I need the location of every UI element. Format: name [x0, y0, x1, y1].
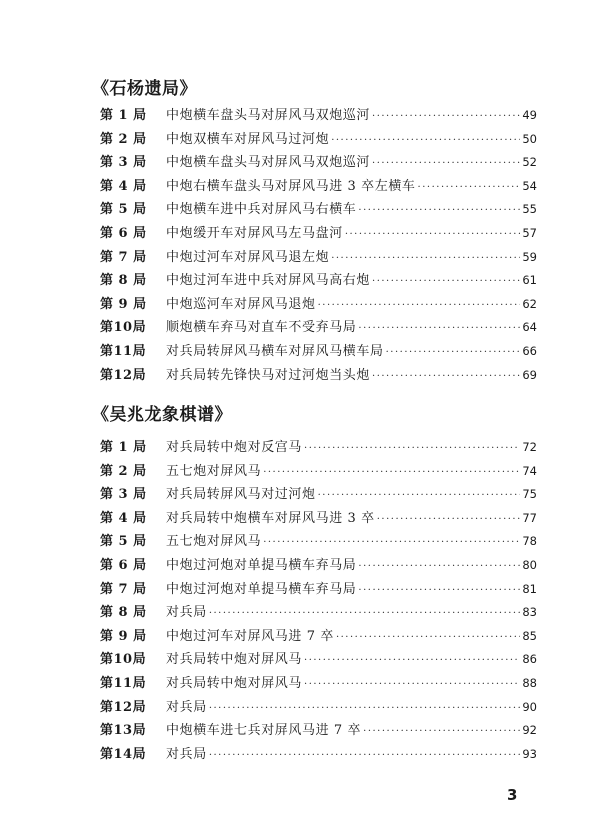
toc-entry-page: 75 — [522, 487, 537, 502]
toc-entry[interactable] — [100, 293, 537, 317]
toc-entry-page: 52 — [522, 155, 537, 170]
dot-leader — [318, 300, 521, 311]
toc-entry[interactable] — [100, 175, 537, 199]
dot-leader — [372, 276, 520, 287]
toc-entry-title: 对兵局转中炮横车对屏风马进 3 卒 — [166, 510, 375, 526]
toc-entry-page: 54 — [522, 178, 537, 193]
toc-entry-title: 对兵局转中炮对屏风马 — [166, 652, 303, 668]
toc-entry[interactable] — [100, 743, 537, 767]
dot-leader — [304, 443, 520, 454]
toc-entry-number: 第 2 局 — [100, 131, 147, 147]
toc-entry[interactable] — [100, 128, 537, 152]
dot-leader — [372, 111, 520, 122]
toc-entry-page: 66 — [522, 343, 537, 358]
toc-entry-title: 中炮缓开车对屏风马左马盘河 — [166, 225, 343, 241]
toc-entry[interactable] — [100, 364, 537, 388]
toc-entry-number: 第11局 — [100, 343, 147, 359]
toc-entry-number: 第 1 局 — [100, 440, 147, 455]
toc-entry-title: 对兵局转先锋快马对过河炮当头炮 — [166, 367, 371, 383]
dot-leader — [345, 229, 521, 240]
toc-entry-title: 中炮巡河车对屏风马退炮 — [166, 296, 316, 312]
dot-leader — [358, 205, 520, 216]
toc-entry-title: 五七炮对屏风马 — [166, 534, 262, 550]
toc-entry-title: 中炮右横车盘头马对屏风马进 3 卒左横车 — [166, 178, 416, 194]
toc-entry-number: 第 7 局 — [100, 249, 147, 265]
toc-entry[interactable] — [100, 222, 537, 246]
page-number: 3 — [507, 786, 518, 804]
toc-list — [100, 104, 537, 387]
toc-entry-number: 第 7 局 — [100, 581, 147, 597]
dot-leader — [209, 608, 521, 619]
toc-entry-page: 49 — [522, 108, 537, 122]
toc-entry-title: 中炮横车进七兵对屏风马进 7 卒 — [166, 723, 362, 739]
dot-leader — [363, 726, 520, 737]
toc-entry[interactable] — [100, 696, 537, 720]
dot-leader — [386, 347, 521, 358]
toc-entry[interactable] — [100, 648, 537, 672]
toc-entry-title: 中炮横车盘头马对屏风马双炮巡河 — [166, 108, 371, 123]
dot-leader — [358, 323, 520, 334]
toc-entry-title: 中炮横车进中兵对屏风马右横车 — [166, 202, 357, 218]
section-title: 《石杨遗局》 — [92, 79, 197, 99]
toc-entry-title: 中炮过河车对屏风马退左炮 — [166, 249, 330, 265]
toc-entry-title: 对兵局转中炮对反宫马 — [166, 440, 303, 455]
dot-leader — [209, 750, 521, 761]
toc-entry[interactable] — [100, 672, 537, 696]
dot-leader — [304, 655, 520, 666]
toc-entry-title: 对兵局转屏风马横车对屏风马横车局 — [166, 343, 384, 359]
toc-list — [100, 436, 537, 766]
toc-entry-page: 92 — [522, 723, 537, 738]
toc-entry-title: 顺炮横车弃马对直车不受弃马局 — [166, 320, 357, 336]
toc-entry-number: 第 4 局 — [100, 178, 147, 194]
toc-entry[interactable] — [100, 198, 537, 222]
toc-entry-number: 第 1 局 — [100, 108, 147, 123]
toc-entry-page: 80 — [522, 557, 537, 572]
toc-entry[interactable] — [100, 151, 537, 175]
dot-leader — [358, 561, 520, 572]
toc-entry-page: 81 — [522, 581, 537, 596]
toc-entry-number: 第 8 局 — [100, 605, 147, 621]
toc-entry-page: 77 — [522, 510, 537, 525]
toc-entry-number: 第 3 局 — [100, 155, 147, 171]
toc-entry-title: 对兵局转屏风马对过河炮 — [166, 487, 316, 503]
section-title: 《吴兆龙象棋谱》 — [92, 405, 232, 425]
toc-entry-number: 第13局 — [100, 723, 147, 739]
toc-entry-page: 55 — [522, 202, 537, 217]
toc-entry-title: 五七炮对屏风马 — [166, 463, 262, 479]
toc-entry-page: 78 — [522, 534, 537, 549]
dot-leader — [418, 182, 521, 193]
toc-entry-number: 第 6 局 — [100, 225, 147, 241]
toc-entry[interactable] — [100, 507, 537, 531]
dot-leader — [263, 537, 520, 548]
toc-entry-number: 第 4 局 — [100, 510, 147, 526]
toc-entry-page: 86 — [522, 652, 537, 667]
toc-entry-number: 第 3 局 — [100, 487, 147, 503]
dot-leader — [372, 158, 520, 169]
toc-entry[interactable] — [100, 601, 537, 625]
dot-leader — [377, 514, 521, 525]
toc-entry-title: 对兵局 — [166, 699, 207, 715]
toc-entry-title: 中炮过河炮对单提马横车弃马局 — [166, 557, 357, 573]
dot-leader — [336, 632, 520, 643]
toc-entry-title: 中炮过河车进中兵对屏风马高右炮 — [166, 273, 371, 289]
dot-leader — [331, 135, 520, 146]
toc-entry-title: 中炮过河车对屏风马进 7 卒 — [166, 628, 334, 644]
toc-entry-page: 85 — [522, 628, 537, 643]
toc-entry-number: 第 2 局 — [100, 463, 147, 479]
toc-entry-title: 对兵局转中炮对屏风马 — [166, 675, 303, 691]
toc-entry[interactable] — [100, 269, 537, 293]
toc-entry-page: 62 — [522, 296, 537, 311]
toc-entry[interactable] — [100, 340, 537, 364]
dot-leader — [331, 253, 520, 264]
toc-entry-page: 93 — [522, 746, 537, 761]
toc-entry-number: 第12局 — [100, 699, 147, 715]
toc-entry-page: 74 — [522, 463, 537, 478]
toc-entry-page: 69 — [522, 367, 537, 382]
toc-entry-page: 88 — [522, 675, 537, 690]
toc-entry-title: 中炮横车盘头马对屏风马双炮巡河 — [166, 155, 371, 171]
toc-entry-number: 第 6 局 — [100, 557, 147, 573]
toc-entry-number: 第12局 — [100, 367, 147, 383]
toc-entry[interactable] — [100, 316, 537, 340]
toc-entry[interactable] — [100, 554, 537, 578]
toc-entry-page: 61 — [522, 273, 537, 288]
dot-leader — [209, 703, 521, 714]
dot-leader — [372, 371, 520, 382]
toc-entry-number: 第14局 — [100, 746, 147, 762]
toc-entry-page: 72 — [522, 440, 537, 454]
dot-leader — [304, 679, 520, 690]
toc-entry-title: 中炮双横车对屏风马过河炮 — [166, 131, 330, 147]
toc-entry[interactable] — [100, 625, 537, 649]
toc-entry-title: 对兵局 — [166, 746, 207, 762]
toc-entry[interactable] — [100, 719, 537, 743]
toc-entry-number: 第10局 — [100, 652, 147, 668]
toc-entry-number: 第10局 — [100, 320, 147, 336]
toc-entry-page: 59 — [522, 249, 537, 264]
toc-entry-number: 第 9 局 — [100, 628, 147, 644]
toc-entry[interactable] — [100, 436, 537, 460]
dot-leader — [263, 467, 520, 478]
toc-entry-page: 50 — [522, 131, 537, 146]
dot-leader — [358, 585, 520, 596]
toc-entry-page: 90 — [522, 699, 537, 714]
toc-entry-number: 第 9 局 — [100, 296, 147, 312]
toc-entry-number: 第 5 局 — [100, 534, 147, 550]
toc-entry-page: 83 — [522, 605, 537, 620]
toc-entry-number: 第11局 — [100, 675, 147, 691]
toc-entry-title: 对兵局 — [166, 605, 207, 621]
toc-entry[interactable] — [100, 460, 537, 484]
toc-entry[interactable] — [100, 246, 537, 270]
toc-entry-page: 57 — [522, 225, 537, 240]
toc-entry[interactable] — [100, 483, 537, 507]
toc-entry-page: 64 — [522, 320, 537, 335]
toc-entry-number: 第 5 局 — [100, 202, 147, 218]
toc-entry[interactable] — [100, 578, 537, 602]
toc-entry[interactable] — [100, 104, 537, 128]
toc-entry[interactable] — [100, 530, 537, 554]
dot-leader — [318, 490, 521, 501]
toc-entry-title: 中炮过河炮对单提马横车弃马局 — [166, 581, 357, 597]
toc-entry-number: 第 8 局 — [100, 273, 147, 289]
